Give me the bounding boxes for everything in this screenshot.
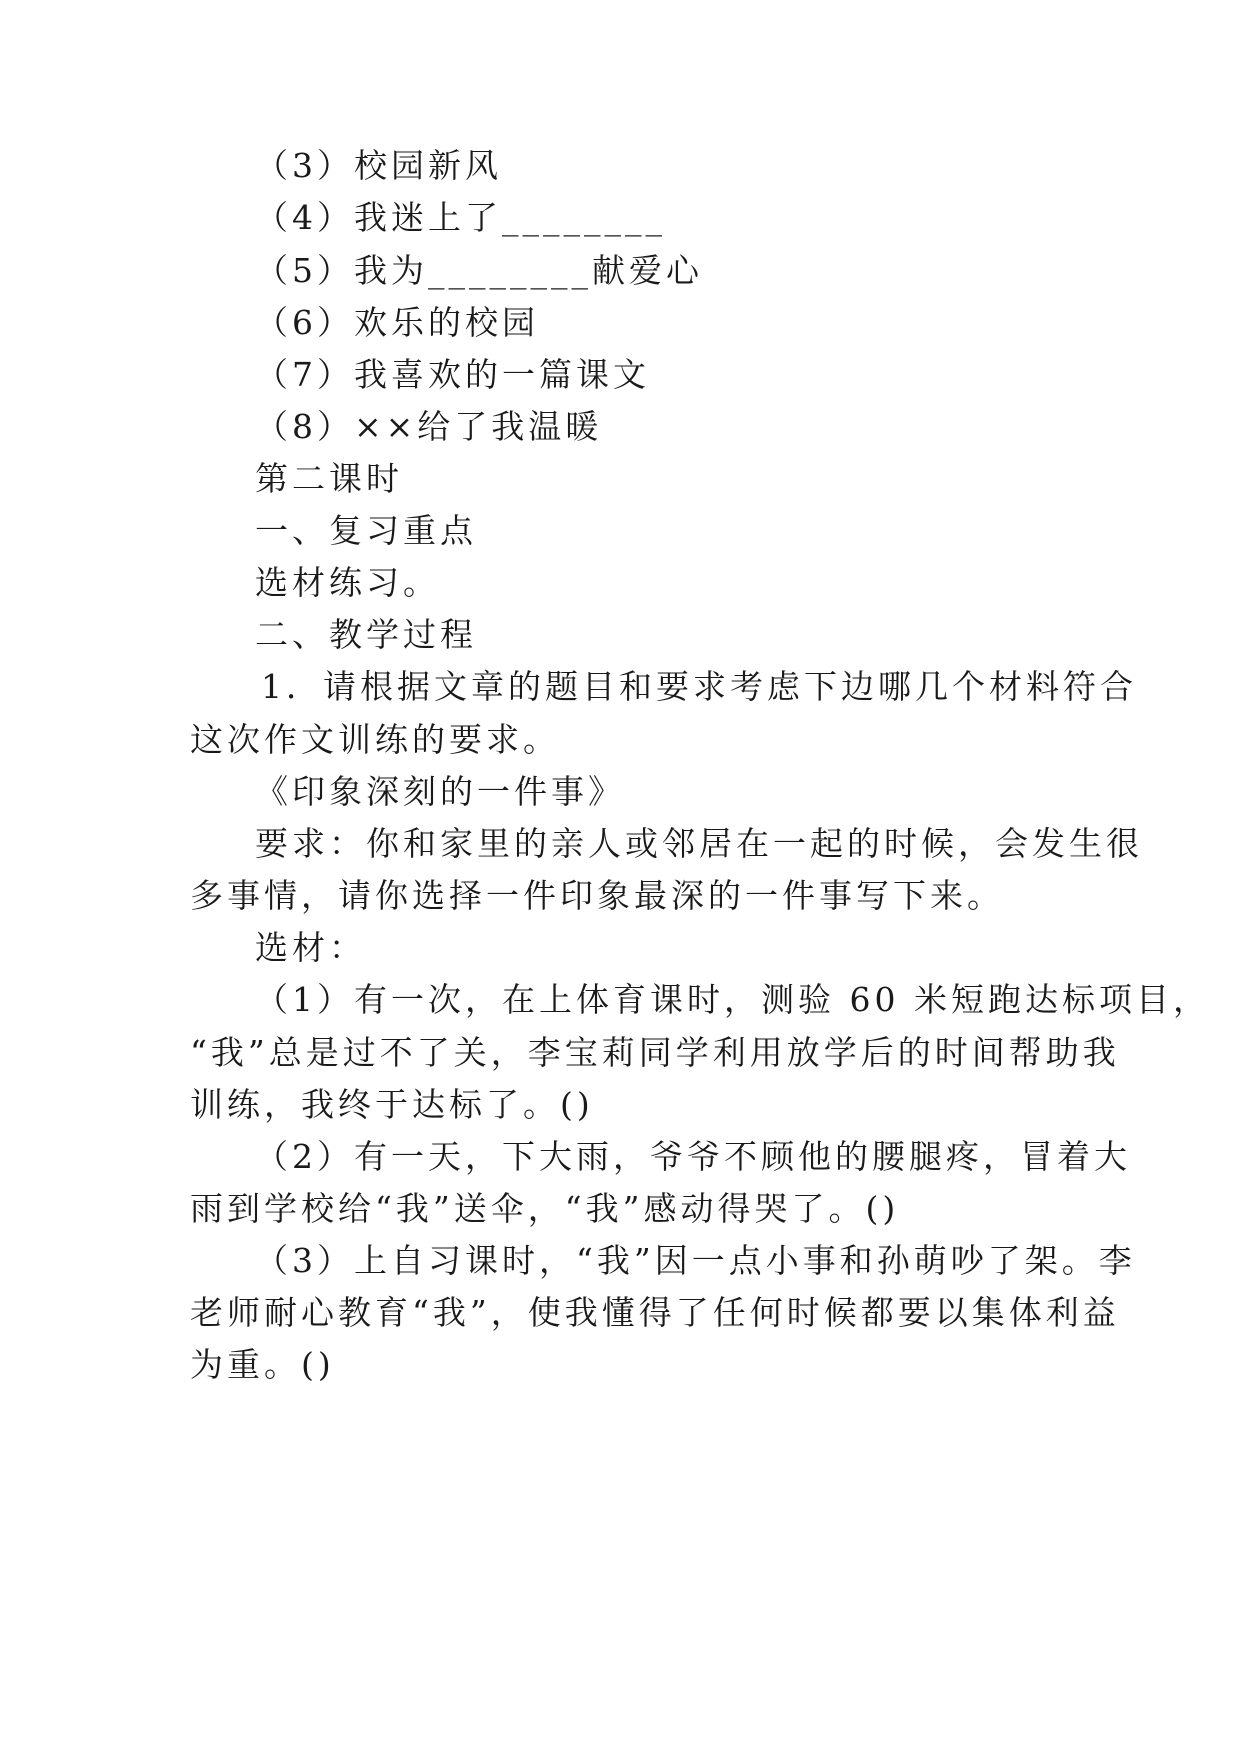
topic-8: （8）××给了我温暖	[255, 407, 603, 446]
process-heading: 二、教学过程	[255, 615, 477, 654]
question-1-line-1: 1．请根据文章的题目和要求考虑下边哪几个材料符合	[261, 667, 1137, 706]
material-1-line-1: （1）有一次，在上体育课时，测验 60 米短跑达标项目，	[255, 980, 1210, 1019]
material-1-line-3: 训练，我终于达标了。()	[190, 1085, 594, 1124]
essay-title: 《印象深刻的一件事》	[255, 772, 625, 811]
material-1-line-2: “我”总是过不了关，李宝莉同学利用放学后的时间帮助我	[190, 1033, 1120, 1072]
requirement-line-1: 要求：你和家里的亲人或邻居在一起的时候，会发生很	[255, 824, 1143, 863]
topic-7: （7）我喜欢的一篇课文	[255, 355, 650, 394]
material-2-line-1: （2）有一天，下大雨，爷爷不顾他的腰腿疼，冒着大	[255, 1137, 1131, 1176]
lesson-title: 第二课时	[255, 459, 403, 498]
question-1-line-2: 这次作文训练的要求。	[190, 720, 560, 759]
topic-3: （3）校园新风	[255, 146, 502, 185]
material-label: 选材：	[255, 928, 366, 967]
material-3-line-2: 老师耐心教育“我”，使我懂得了任何时候都要以集体利益	[190, 1293, 1120, 1332]
review-text: 选材练习。	[255, 563, 440, 602]
material-3-line-1: （3）上自习课时，“我”因一点小事和孙萌吵了架。李	[255, 1241, 1136, 1280]
review-heading: 一、复习重点	[255, 511, 477, 550]
material-2-line-2: 雨到学校给“我”送伞，“我”感动得哭了。()	[190, 1189, 900, 1228]
topic-5: （5）我为________献爱心	[255, 251, 703, 290]
topic-6: （6）欢乐的校园	[255, 303, 539, 342]
material-3-line-3: 为重。()	[190, 1345, 335, 1384]
requirement-line-2: 多事情，请你选择一件印象最深的一件事写下来。	[190, 876, 1004, 915]
topic-4: （4）我迷上了________	[255, 198, 666, 237]
